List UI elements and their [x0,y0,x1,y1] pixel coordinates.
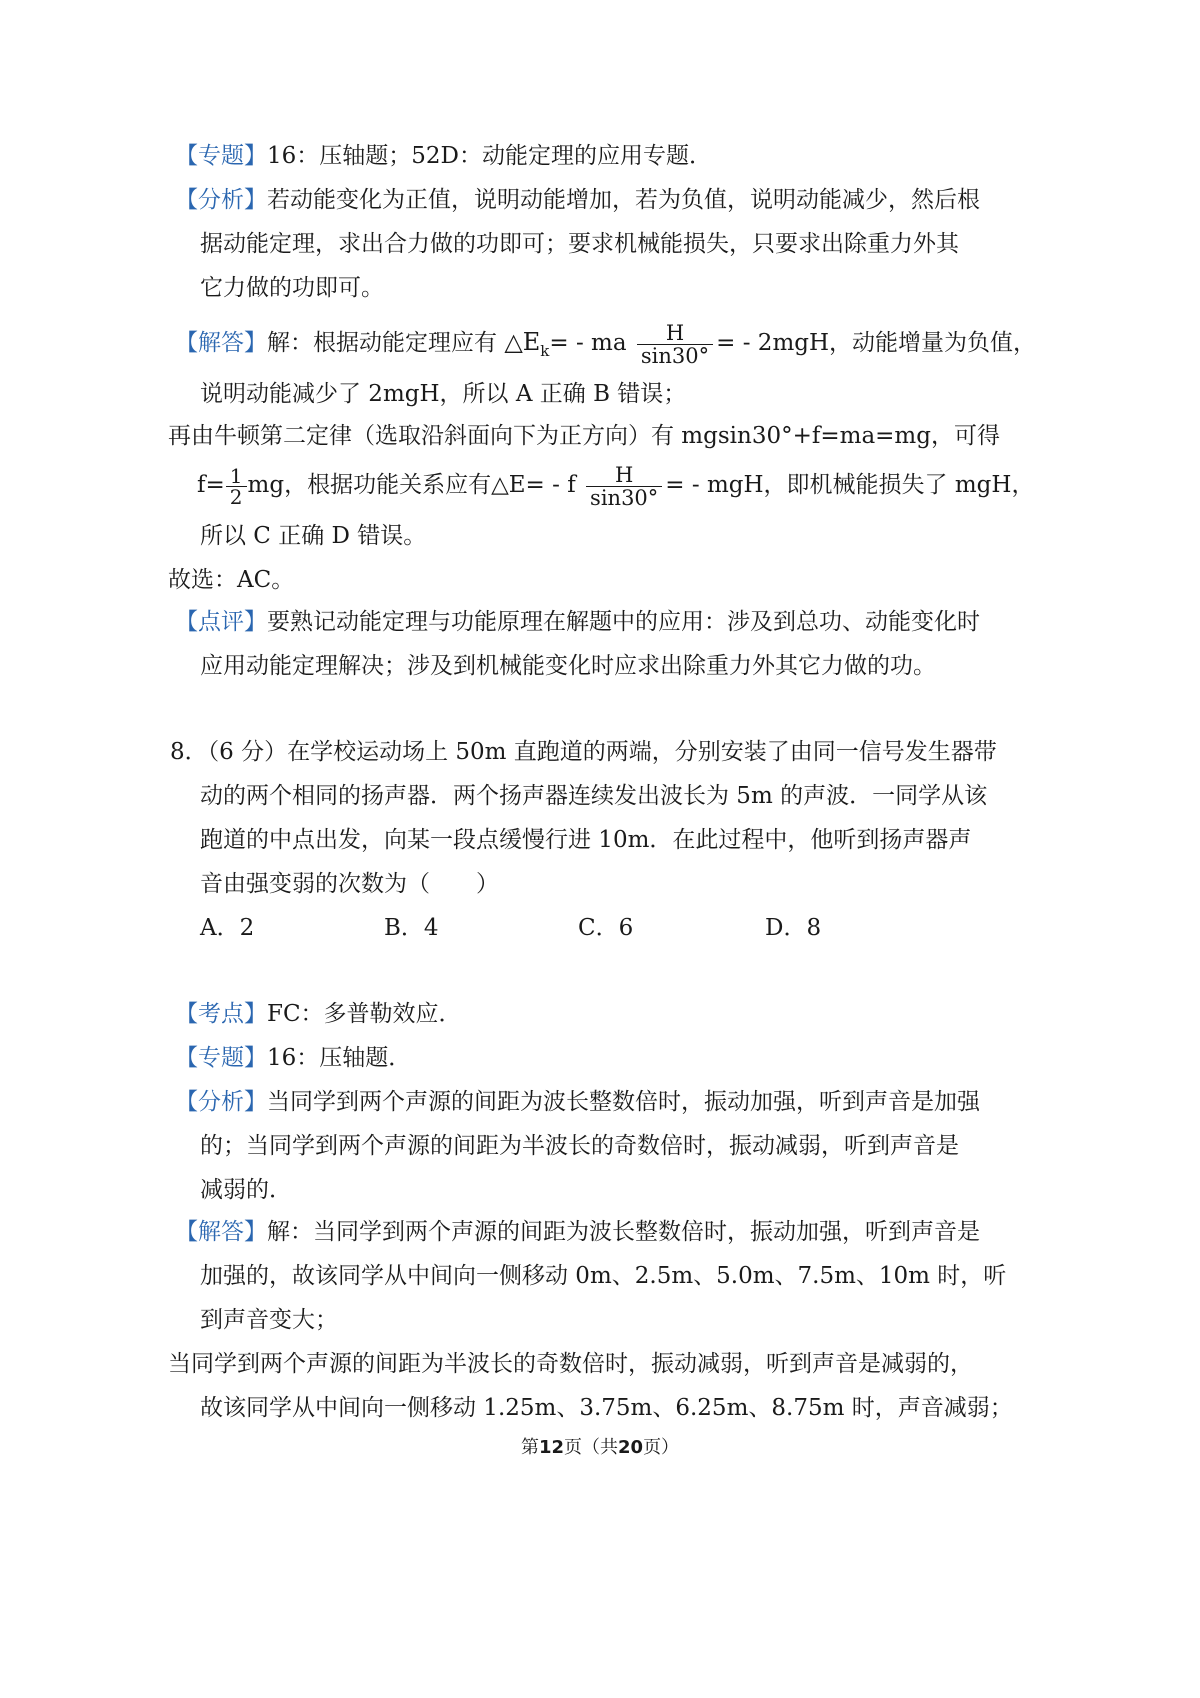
q7-solution-line-3: 再由牛顿第二定律（选取沿斜面向下为正方向）有 mgsin30°+f=ma=mg，可得 [168,423,1000,449]
q7-analysis-line-1 [175,184,980,216]
q8-topic-line [175,1042,411,1074]
delta-ek: $\triangle E_k$ [504,328,550,360]
q7-solution-line-4 [197,460,1034,510]
q7-comment-text-1: 要熟记动能定理与功能原理在解题中的应用：涉及到总功、动能变化时 [267,609,980,635]
q8-analysis-line-2: 的；当同学到两个声源的间距为半波长的奇数倍时，振动减弱，听到声音是 [200,1133,959,1159]
eq1-mid: = - ma [549,330,627,356]
q7-comment-line-1 [175,606,980,638]
q7-solution-line-1 [175,318,1036,375]
comment-tag: 【点评】 [175,609,267,635]
q7-solution-prefix: 解：根据动能定理应有 [267,330,497,356]
solution-tag-2: 【解答】 [175,1219,267,1245]
eq2-tail: = - mgH，即机械能损失了 mgH， [665,472,1035,498]
topic-tag: 【专题】 [175,143,267,169]
page-footer: 第12页（共20页） [520,1437,680,1458]
q8-solution-text-1: 解：当同学到两个声源的间距为波长整数倍时，振动加强，听到声音是 [267,1219,980,1245]
q8-solution-line-1 [175,1216,980,1248]
q8-solution-line-2: 加强的，故该同学从中间向一侧移动 0m、2.5m、5.0m、7.5m、10m 时，听 [200,1263,1007,1289]
q8-analysis-text-1: 当同学到两个声源的间距为波长整数倍时，振动加强，听到声音是加强 [267,1089,980,1115]
option-b: B．4 [384,915,439,941]
q8-topic-text: 16：压轴题． [267,1045,412,1071]
option-c: C．6 [578,915,634,941]
eq2-mid: mg，根据功能关系应有△E= - f [247,472,576,498]
q8-analysis-line-3: 减弱的． [200,1177,292,1203]
fraction-one-half: $\frac{1}{2}$ [226,466,247,507]
q8-stem-line-2: 动的两个相同的扬声器．两个扬声器连续发出波长为 5m 的声波．一同学从该 [200,783,988,809]
page-number: 12 [538,1437,564,1458]
q7-solution-line-2: 说明动能减少了 2mgH，所以 A 正确 B 错误； [200,381,687,407]
q8-solution-line-5: 故该同学从中间向一侧移动 1.25m、3.75m、6.25m、8.75m 时，声音减弱； [200,1395,1013,1421]
topic-tag-2: 【专题】 [175,1045,267,1071]
solution-tag: 【解答】 [175,330,267,356]
q7-topic-text: 16：压轴题；52D：动能定理的应用专题． [267,143,712,169]
fraction-h-over-sin30: $\frac{H}{\sin 30^\circ}$ [637,322,713,367]
point-tag: 【考点】 [175,1001,267,1027]
q8-stem-line-1: 8．（6 分）在学校运动场上 50m 直跑道的两端，分别安装了由同一信号发生器带 [170,739,997,765]
q8-stem-line-3: 跑道的中点出发，向某一段点缓慢行进 10m．在此过程中，他听到扬声器声 [200,827,972,853]
q8-point-line [175,998,462,1030]
q7-analysis-text-1: 若动能变化为正值，说明动能增加，若为负值，说明动能减少，然后根 [267,187,980,213]
q7-answer: 故选：AC。 [168,567,295,593]
q7-topic-line [175,140,712,172]
q8-point-text: FC：多普勒效应． [267,1001,462,1027]
fraction-h-over-sin30-2: $\frac{H}{\sin 30^\circ}$ [586,464,662,509]
q7-solution-line-5: 所以 C 正确 D 错误。 [200,523,427,549]
analysis-tag-2: 【分析】 [175,1089,267,1115]
page-total: 20 [618,1437,644,1458]
q7-analysis-line-3: 它力做的功即可。 [200,275,384,301]
option-a: A．2 [200,915,255,941]
f-prefix: f= [197,472,225,498]
q7-analysis-line-2: 据动能定理，求出合力做的功即可；要求机械能损失，只要求出除重力外其 [200,231,959,257]
q7-comment-line-2: 应用动能定理解决；涉及到机械能变化时应求出除重力外其它力做的功。 [200,653,936,679]
q8-solution-line-4: 当同学到两个声源的间距为半波长的奇数倍时，振动减弱，听到声音是减弱的， [168,1351,973,1377]
analysis-tag: 【分析】 [175,187,267,213]
q8-analysis-line-1 [175,1086,980,1118]
q8-solution-line-3: 到声音变大； [200,1307,338,1333]
q8-stem-line-4: 音由强变弱的次数为（ ） [200,871,499,897]
option-d: D．8 [765,915,822,941]
eq1-tail: = - 2mgH，动能增量为负值， [716,330,1037,356]
